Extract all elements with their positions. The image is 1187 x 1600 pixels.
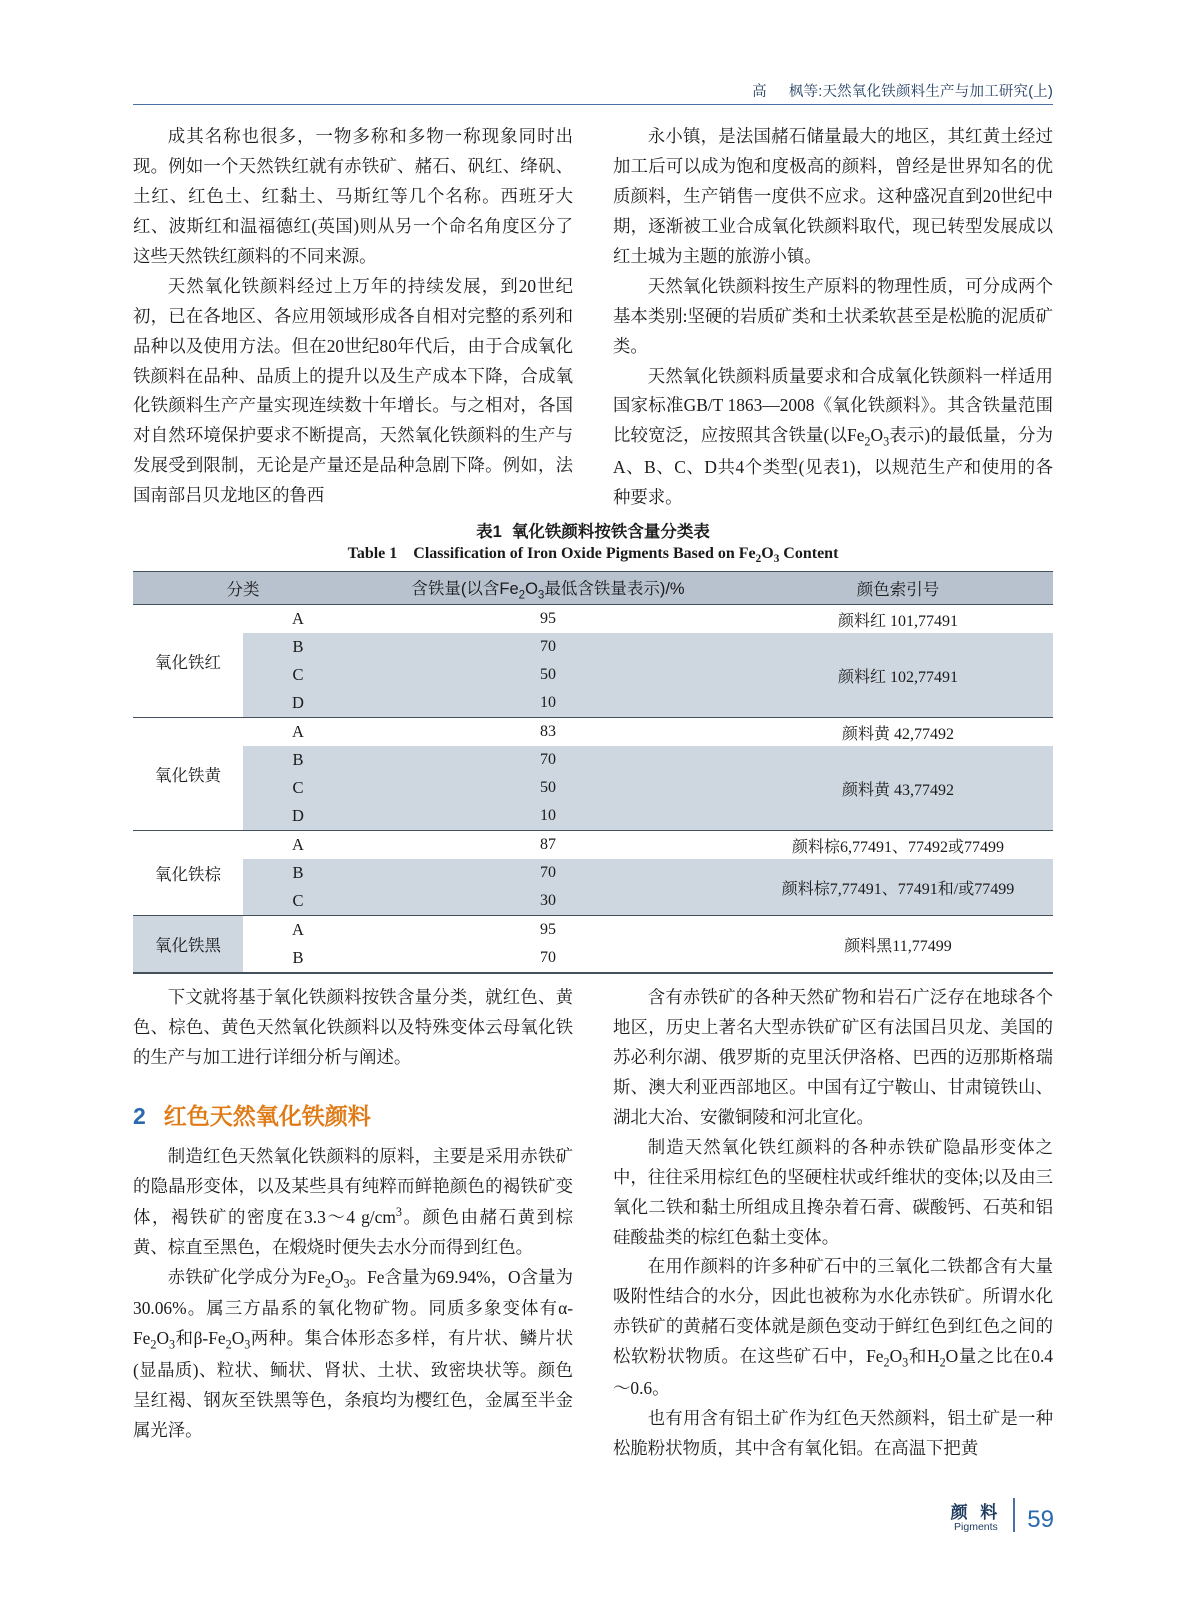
paragraph-with-formula xyxy=(613,1252,1053,1403)
subscript: 2 xyxy=(150,1337,157,1352)
upper-right-column xyxy=(613,122,1053,513)
table-bottom-rule xyxy=(133,972,1053,974)
cell-iron-value: 70 xyxy=(353,944,743,972)
text-fragment: O xyxy=(330,1266,344,1287)
paragraph: 天然氧化铁颜料按生产原料的物理性质，可分成两个基本类别:坚硬的岩质矿类和土状柔软甚至是松脆的泥质矿类。 xyxy=(613,275,1053,356)
cell-iron-value: 95 xyxy=(353,605,743,634)
superscript: 3 xyxy=(395,1205,402,1220)
paragraph-with-formula xyxy=(133,1263,573,1446)
subscript: 2 xyxy=(324,1276,331,1291)
subscript: 2 xyxy=(225,1337,232,1352)
table-caption-en xyxy=(133,545,1053,565)
th-category: 分类 xyxy=(133,572,353,605)
cell-iron-value: 50 xyxy=(353,774,743,802)
cell-iron-value: 70 xyxy=(353,746,743,774)
cell-category: 氧化铁棕 xyxy=(133,831,243,916)
cell-color-index: 颜料红 101,77491 xyxy=(743,605,1053,634)
subscript: 3 xyxy=(537,589,545,602)
paragraph: 制造天然氧化铁红颜料的各种赤铁矿隐晶形变体之中，往往采用棕红色的坚硬柱状或纤维状的变体;以及由三氧化二铁和黏土所组成且搀杂着石膏、碳酸钙、石英和铝硅酸盐类的棕红色黏土变体。 xyxy=(613,1136,1053,1247)
header-divider xyxy=(133,104,1053,105)
cell-grade: D xyxy=(243,689,353,718)
subscript: 2 xyxy=(883,1355,890,1370)
text-fragment: O xyxy=(156,1328,170,1349)
cell-category: 氧化铁红 xyxy=(133,605,243,718)
text-fragment: O量之比在0.4～0.6。 xyxy=(613,1346,1053,1398)
table-title-en-c: Content xyxy=(779,545,839,562)
subscript: 3 xyxy=(244,1337,251,1352)
page-footer xyxy=(951,1498,1054,1534)
table-label-cn: 表1 xyxy=(476,523,502,541)
cell-color-index: 颜料棕6,77491、77492或77499 xyxy=(743,831,1053,860)
cell-grade: A xyxy=(243,916,353,945)
th-iron-a: 含铁量(以含Fe xyxy=(411,580,519,599)
subscript: 2 xyxy=(864,434,871,449)
text-fragment: 天然氧化铁颜料质量要求和合成氧化铁颜料一样适用国家标准GB/T 1863—2008《氧化铁颜料》。其含铁量范围比较宽泛，应按照其含铁量(以Fe xyxy=(613,365,1053,446)
upper-left-column xyxy=(133,122,573,511)
table-row xyxy=(133,746,1053,774)
cell-iron-value: 10 xyxy=(353,689,743,718)
table-title-en-b: O xyxy=(761,545,774,562)
table-row xyxy=(133,605,1053,634)
lower-left-column xyxy=(133,983,573,1446)
cell-category: 氧化铁黄 xyxy=(133,718,243,831)
text-fragment: 。颜色由赭石黄到棕黄、棕直至黑色，在煅烧时便失去水分而得到红色。 xyxy=(133,1207,573,1257)
cell-iron-value: 30 xyxy=(353,887,743,916)
lower-right-column xyxy=(613,983,1053,1463)
subscript: 3 xyxy=(902,1355,909,1370)
paragraph: 成其名称也很多，一物多称和多物一称现象同时出现。例如一个天然铁红就有赤铁矿、赭石、矾红、绛矾、土红、红色土、红黏土、马斯红等几个名称。西班牙大红、波斯红和温福德红(英国)则从另一个命名角度区分了这些天然铁红颜料的不同来源。 xyxy=(133,126,573,266)
subscript: 2 xyxy=(939,1355,946,1370)
text-fragment: 。Fe含量为69.94%，O含量为30.06%。属三方晶系的氧化物矿物。同质多象变体有α-Fe xyxy=(133,1266,573,1349)
text-fragment: 和H xyxy=(908,1346,940,1367)
cell-iron-value: 87 xyxy=(353,831,743,860)
paragraph-with-formula xyxy=(133,1142,573,1263)
text-fragment: 在用作颜料的许多种矿石中的三氧化二铁都含有大量吸附性结合的水分，因此也被称为水化赤铁矿。所谓水化赤铁矿的黄赭石变体就是颜色变动于鲜红色到红色之间的松软粉状物质。在这些矿石中，Fe xyxy=(613,1256,1053,1367)
th-iron-content xyxy=(353,572,743,605)
text-fragment: 制造红色天然氧化铁颜料的原料，主要是采用赤铁矿的隐晶形变体，以及某些具有纯粹而鲜艳颜色的褐铁矿变体，褐铁矿的密度在3.3～4 g/cm xyxy=(133,1146,573,1228)
table-caption-cn xyxy=(133,518,1053,542)
cell-iron-value: 70 xyxy=(353,633,743,661)
cell-iron-value: 70 xyxy=(353,859,743,887)
cell-grade: C xyxy=(243,774,353,802)
running-head-author: 高 xyxy=(752,84,767,100)
table-title-cn: 氧化铁颜料按铁含量分类表 xyxy=(511,523,710,541)
running-head xyxy=(133,80,1053,101)
subscript: 2 xyxy=(755,553,762,566)
cell-color-index: 颜料黄 43,77492 xyxy=(743,746,1053,831)
cell-iron-value: 83 xyxy=(353,718,743,747)
text-fragment: O xyxy=(889,1346,903,1367)
footer-divider xyxy=(1013,1498,1015,1532)
cell-color-index: 颜料黑11,77499 xyxy=(743,916,1053,973)
subscript: 3 xyxy=(169,1337,176,1352)
table-row xyxy=(133,718,1053,747)
text-fragment: 两种。集合体形态多样，有片状、鳞片状(显晶质)、粒状、鲕状、肾状、土状、致密块状等。颜色呈红褐、钢灰至铁黑等色，条痕均为樱红色，金属至半金属光泽。 xyxy=(133,1328,573,1440)
text-fragment: 赤铁矿化学成分为Fe xyxy=(167,1266,325,1287)
cell-color-index: 颜料红 102,77491 xyxy=(743,633,1053,718)
paragraph: 下文就将基于氧化铁颜料按铁含量分类，就红色、黄色、棕色、黄色天然氧化铁颜料以及特殊变体云母氧化铁的生产与加工进行详细分析与阐述。 xyxy=(133,987,573,1067)
cell-color-index: 颜料棕7,77491、77491和/或77499 xyxy=(743,859,1053,916)
cell-grade: B xyxy=(243,944,353,972)
text-fragment: 和β-Fe xyxy=(175,1328,226,1349)
cell-iron-value: 10 xyxy=(353,802,743,831)
journal-name-cn: 颜 料 xyxy=(950,1502,1002,1522)
table-row xyxy=(133,916,1053,945)
subscript: 3 xyxy=(773,553,780,566)
table-row xyxy=(133,859,1053,887)
section-title: 红色天然氧化铁颜料 xyxy=(163,1102,371,1129)
section-number: 2 xyxy=(133,1102,146,1129)
subscript: 3 xyxy=(883,434,890,449)
table-1 xyxy=(133,518,1053,974)
cell-color-index: 颜料黄 42,77492 xyxy=(743,718,1053,747)
th-iron-b: O xyxy=(525,580,538,599)
page-number: 59 xyxy=(1027,1506,1054,1533)
table-title-en-a: Classification of Iron Oxide Pigments Based on Fe xyxy=(413,545,756,562)
cell-grade: C xyxy=(243,887,353,916)
cell-category: 氧化铁黑 xyxy=(133,916,243,973)
th-iron-c: 最低含铁量表示)/% xyxy=(544,580,685,599)
cell-iron-value: 50 xyxy=(353,661,743,689)
cell-grade: B xyxy=(243,746,353,774)
cell-grade: A xyxy=(243,831,353,860)
text-fragment: O xyxy=(870,425,884,446)
paragraph: 含有赤铁矿的各种天然矿物和岩石广泛存在地球各个地区，历史上著名大型赤铁矿矿区有法国吕贝龙、美国的苏必利尔湖、俄罗斯的克里沃伊洛格、巴西的迈那斯格瑞斯、澳大利亚西部地区。中国有辽宁鞍山、甘肃镜铁山、湖北大冶、安徽铜陵和河北宣化。 xyxy=(613,987,1053,1127)
cell-grade: D xyxy=(243,802,353,831)
cell-grade: A xyxy=(243,605,353,634)
text-fragment: 表示)的最低量，分为A、B、C、D共4个类型(见表1)，以规范生产和使用的各种要求。 xyxy=(613,425,1053,507)
cell-grade: B xyxy=(243,633,353,661)
journal-name-en: Pigments xyxy=(954,1521,998,1534)
cell-iron-value: 95 xyxy=(353,916,743,945)
cell-grade: A xyxy=(243,718,353,747)
running-head-title: 枫等:天然氧化铁颜料生产与加工研究(上) xyxy=(788,84,1053,100)
table-row xyxy=(133,633,1053,661)
table-header-row xyxy=(133,572,1053,605)
paragraph-with-formula xyxy=(613,362,1053,513)
subscript: 3 xyxy=(343,1276,350,1291)
table-row xyxy=(133,831,1053,860)
section-heading-2 xyxy=(133,1097,573,1137)
journal-brand xyxy=(951,1504,1002,1534)
cell-grade: C xyxy=(243,661,353,689)
table-label-en: Table 1 xyxy=(347,545,398,562)
th-color-index: 颜色索引号 xyxy=(743,572,1053,605)
classification-table xyxy=(133,571,1053,972)
paragraph: 也有用含有铝土矿作为红色天然颜料，铝土矿是一种松脆粉状物质，其中含有氧化铝。在高温下把黄 xyxy=(613,1407,1053,1458)
paragraph: 永小镇，是法国赭石储量最大的地区，其红黄土经过加工后可以成为饱和度极高的颜料，曾经是世界知名的优质颜料，生产销售一度供不应求。这种盛况直到20世纪中期，逐渐被工业合成氧化铁颜料取代，现已转型发展成以红土城为主题的旅游小镇。 xyxy=(613,126,1053,266)
text-fragment: O xyxy=(231,1328,245,1349)
subscript: 2 xyxy=(518,589,526,602)
paragraph: 天然氧化铁颜料经过上万年的持续发展，到20世纪初，已在各地区、各应用领域形成各自相对完整的系列和品种以及使用方法。但在20世纪80年代后，由于合成氧化铁颜料在品种、品质上的提升以及生产成本下降，合成氧化铁颜料生产产量实现连续数十年增长。与之相对，各国对自然环境保护要求不断提高，天然氧化铁颜料的生产与发展受到限制，无论是产量还是品种急剧下降。例如，法国南部吕贝龙地区的鲁西 xyxy=(133,275,573,506)
cell-grade: B xyxy=(243,859,353,887)
